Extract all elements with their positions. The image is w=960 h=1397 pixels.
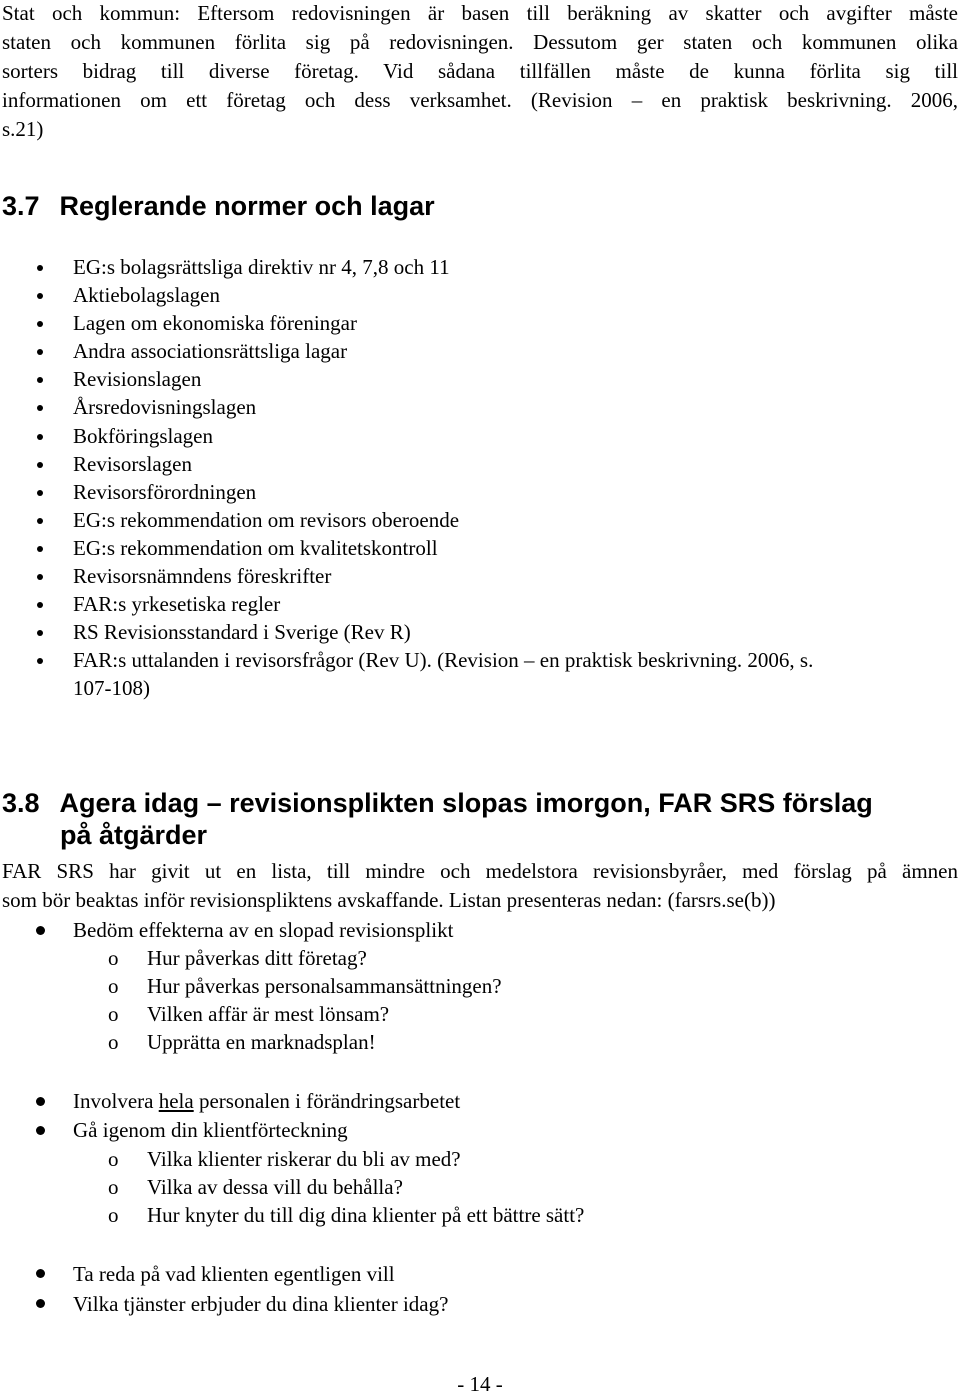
bullet-icon — [36, 1097, 45, 1106]
group-1 — [0, 916, 960, 1056]
list-item: Aktiebolagslagen — [0, 281, 813, 309]
list-item: Gå igenom din klientförteckning — [0, 1116, 960, 1145]
sub-list-item: o Upprätta en marknadsplan! — [108, 1030, 376, 1054]
bullet-icon — [36, 1299, 45, 1308]
intro-line: sorters bidrag till diverse företag. Vid sådana tillfällen måste de kunna förlita sig till — [2, 59, 958, 83]
group-3 — [0, 1259, 960, 1319]
intro-line: Stat och kommun: Eftersom redovisningen är basen till beräkning av skatter och avgifter måste — [2, 1, 958, 25]
sub-list-item: o Vilka av dessa vill du behålla? — [108, 1175, 403, 1199]
list-item: EG:s bolagsrättsliga direktiv nr 4, 7,8 och 11 — [0, 253, 813, 281]
section-number: 3.7 — [2, 191, 40, 221]
list-item: Årsredovisningslagen — [0, 393, 813, 421]
list-item: Involvera hela personalen i förändringsarbetet — [0, 1087, 960, 1116]
bullet-icon — [37, 434, 43, 440]
group-2 — [0, 1087, 960, 1229]
bullet-icon — [37, 574, 43, 580]
bullet-icon — [37, 658, 43, 664]
page-number: - 14 - — [457, 1372, 503, 1396]
bullet-icon — [37, 546, 43, 552]
bullet-icon — [36, 1126, 45, 1135]
bullet-icon — [37, 518, 43, 524]
intro-line: s.21) — [2, 117, 44, 141]
bullet-icon — [37, 405, 43, 411]
intro-line: informationen om ett företag och dess verksamhet. (Revision – en praktisk beskrivning. 2006, — [2, 88, 958, 112]
section-title: Agera idag – revisionsplikten slopas imorgon, FAR SRS förslag — [59, 788, 873, 818]
bullet-icon — [37, 265, 43, 271]
list-item: Revisorsnämndens föreskrifter — [0, 562, 813, 590]
bullet-icon — [37, 490, 43, 496]
list-item: EG:s rekommendation om revisors oberoende — [0, 506, 813, 534]
sub-list-item: o Hur påverkas ditt företag? — [108, 946, 367, 970]
list-item: Revisorslagen — [0, 450, 813, 478]
bullet-icon — [36, 1269, 45, 1278]
bullet-icon — [37, 349, 43, 355]
section-number: 3.8 — [2, 788, 40, 818]
list-item: Lagen om ekonomiska föreningar — [0, 309, 813, 337]
list-item: Andra associationsrättsliga lagar — [0, 337, 813, 365]
section-3-7-heading — [2, 191, 435, 222]
section-title: Reglerande normer och lagar — [59, 191, 435, 221]
section-title-cont: på åtgärder — [60, 820, 208, 850]
intro-line: FAR SRS har givit ut en lista, till mindre och medelstora revisionsbyråer, med förslag på ämnen — [2, 859, 958, 883]
circle-bullet-icon: o — [108, 1147, 119, 1171]
bullet-icon — [37, 377, 43, 383]
sub-list-item: o Vilken affär är mest lönsam? — [108, 1002, 390, 1026]
bullet-icon — [37, 293, 43, 299]
circle-bullet-icon: o — [108, 1203, 119, 1227]
section-3-8-heading — [2, 787, 873, 851]
sub-list-item: o Hur påverkas personalsammansättningen? — [108, 974, 502, 998]
list-item: EG:s rekommendation om kvalitetskontroll — [0, 534, 813, 562]
bullet-icon — [36, 926, 45, 935]
circle-bullet-icon: o — [108, 1175, 119, 1199]
regulations-list — [0, 253, 813, 703]
list-item: FAR:s yrkesetiska regler — [0, 590, 813, 618]
list-item: Bedöm effekterna av en slopad revisionsplikt — [0, 916, 960, 944]
list-item: RS Revisionsstandard i Sverige (Rev R) — [0, 618, 813, 646]
bullet-icon — [37, 602, 43, 608]
intro-line: som bör beaktas inför revisionspliktens avskaffande. Listan presenteras nedan: (farsrs.se(b)) — [2, 888, 776, 912]
sub-list-item: o Hur knyter du till dig dina klienter på ett bättre sätt? — [108, 1203, 585, 1227]
circle-bullet-icon: o — [108, 1002, 119, 1026]
list-item: Revisionslagen — [0, 365, 813, 393]
list-item: Ta reda på vad klienten egentligen vill — [0, 1259, 960, 1289]
intro-paragraph — [2, 0, 958, 144]
circle-bullet-icon: o — [108, 946, 119, 970]
sub-list-item: o Vilka klienter riskerar du bli av med? — [108, 1147, 461, 1171]
list-item: FAR:s uttalanden i revisorsfrågor (Rev U). (Revision – en praktisk beskrivning. 2006, s. 107-108) — [0, 646, 813, 702]
intro-line: staten och kommunen förlita sig på redovisningen. Dessutom ger staten och kommunen olika — [2, 30, 958, 54]
bullet-icon — [37, 462, 43, 468]
circle-bullet-icon: o — [108, 1030, 119, 1054]
list-item: Bokföringslagen — [0, 422, 813, 450]
bullet-icon — [37, 630, 43, 636]
bullet-icon — [37, 321, 43, 327]
section-3-8-intro — [2, 857, 958, 915]
list-item: Revisorsförordningen — [0, 478, 813, 506]
circle-bullet-icon: o — [108, 974, 119, 998]
list-item: Vilka tjänster erbjuder du dina klienter idag? — [0, 1289, 960, 1319]
